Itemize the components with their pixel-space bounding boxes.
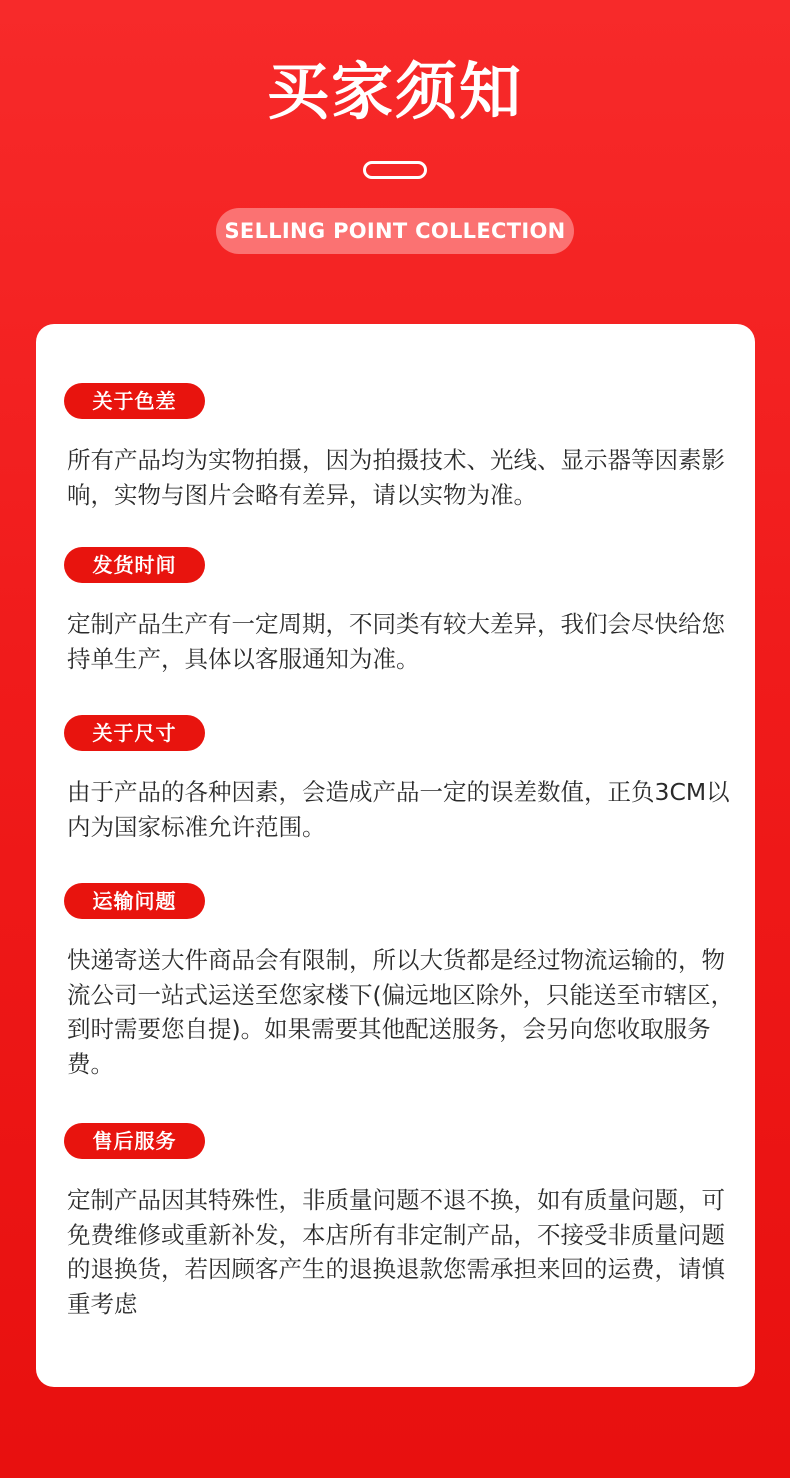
section-tag-size: 关于尺寸 bbox=[64, 715, 205, 751]
section-text-shipping-time: 定制产品生产有一定周期，不同类有较大差异，我们会尽快给您持单生产，具体以客服通知为准。 bbox=[67, 610, 725, 673]
section-text-size: 由于产品的各种因素，会造成产品一定的误差数值，正负3CM以内为国家标准允许范围。 bbox=[67, 778, 730, 841]
section-text-transport: 快递寄送大件商品会有限制，所以大货都是经过物流运输的，物流公司一站式运送至您家楼下(偏远地区除外，只能送至市辖区，到时需要您自提)。如果需要其他配送服务，会另向您收取服务费。 bbox=[67, 946, 735, 1078]
section-text-after-sales: 定制产品因其特殊性，非质量问题不退不换，如有质量问题，可免费维修或重新补发，本店所有非定制产品，不接受非质量问题的退换货，若因顾客产生的退换退款您需承担来回的运费，请慎重考虑 bbox=[67, 1186, 725, 1318]
section-tag-shipping-time: 发货时间 bbox=[64, 547, 205, 583]
section-tag-after-sales: 售后服务 bbox=[64, 1123, 205, 1159]
section-text-color-difference: 所有产品均为实物拍摄，因为拍摄技术、光线、显示器等因素影响，实物与图片会略有差异，请以实物为准。 bbox=[67, 446, 725, 509]
subtitle-pill: SELLING POINT COLLECTION bbox=[216, 208, 574, 254]
title-underline-decoration bbox=[363, 161, 427, 179]
section-tag-color-difference: 关于色差 bbox=[64, 383, 205, 419]
page-title: 买家须知 bbox=[266, 55, 523, 128]
notice-card bbox=[36, 324, 755, 1387]
section-tag-transport: 运输问题 bbox=[64, 883, 205, 919]
